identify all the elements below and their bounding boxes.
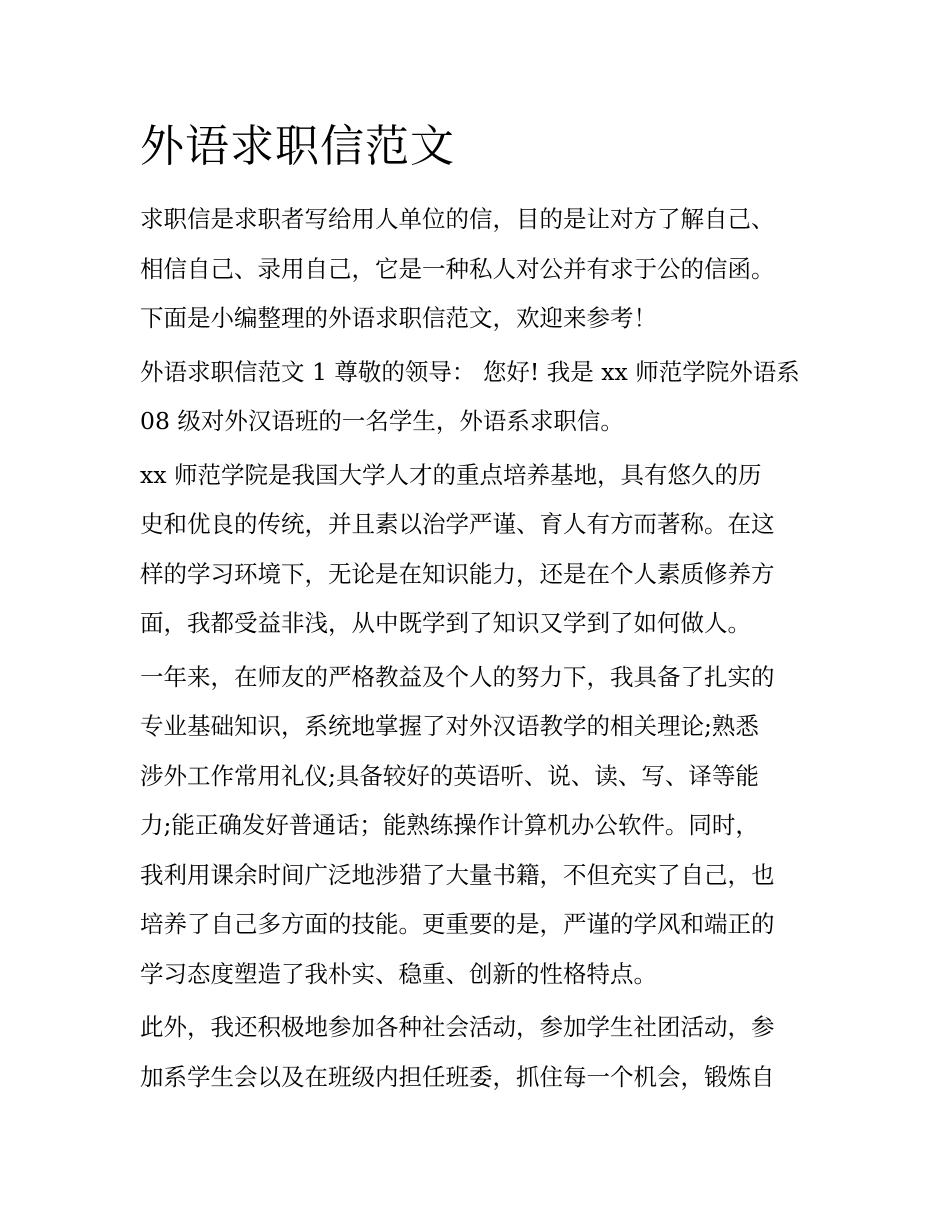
- text-line: 下面是小编整理的外语求职信范文，欢迎来参考！: [140, 304, 657, 332]
- text-line: 相信自己、录用自己，它是一种私人对公并有求于公的信函。: [140, 254, 775, 283]
- document-title: 外语求职信范文: [140, 121, 455, 172]
- text-line: 样的学习环境下，无论是在知识能力，还是在个人素质修养方: [140, 559, 775, 588]
- text-line: 史和优良的传统，并且素以治学严谨、育人有方而著称。在这: [140, 510, 775, 538]
- text-line: 08 级对外汉语班的一名学生，外语系求职信。: [140, 407, 624, 435]
- text-line: 涉外工作常用礼仪;具备较好的英语听、说、读、写、译等能: [140, 761, 759, 790]
- text-line: 加系学生会以及在班级内担任班委，抓住每一个机会，锻炼自: [140, 1062, 775, 1091]
- paragraph-school: [140, 451, 820, 649]
- text-line: 求职信是求职者写给用人单位的信，目的是让对方了解自己、: [140, 205, 775, 233]
- text-line: 外语求职信范文 1 尊敬的领导： 您好! 我是 xx 师范学院外语系: [140, 357, 800, 386]
- paragraph-skills: [140, 653, 820, 1000]
- text-line: 专业基础知识，系统地掌握了对外汉语教学的相关理论;熟悉: [140, 712, 759, 740]
- text-line: 面，我都受益非浅，从中既学到了知识又学到了如何做人。: [140, 609, 751, 637]
- paragraph-activities: [140, 1003, 820, 1102]
- text-line: 力;能正确发好普通话；能熟练操作计算机办公软件。同时，: [140, 811, 759, 839]
- text-line: 培养了自己多方面的技能。更重要的是，严谨的学风和端正的: [140, 910, 775, 938]
- text-line: 一年来，在师友的严格教益及个人的努力下，我具备了扎实的: [140, 662, 775, 691]
- text-line: xx 师范学院是我国大学人才的重点培养基地，具有悠久的历: [140, 460, 762, 489]
- text-line: 我利用课余时间广泛地涉猎了大量书籍，不但充实了自己，也: [140, 860, 775, 889]
- document-body: [140, 115, 820, 1102]
- paragraph-greeting: [140, 348, 820, 447]
- text-line: 此外，我还积极地参加各种社会活动，参加学生社团活动，参: [140, 1013, 775, 1041]
- text-line: 学习态度塑造了我朴实、稳重、创新的性格特点。: [140, 959, 657, 988]
- paragraph-intro: [140, 195, 820, 344]
